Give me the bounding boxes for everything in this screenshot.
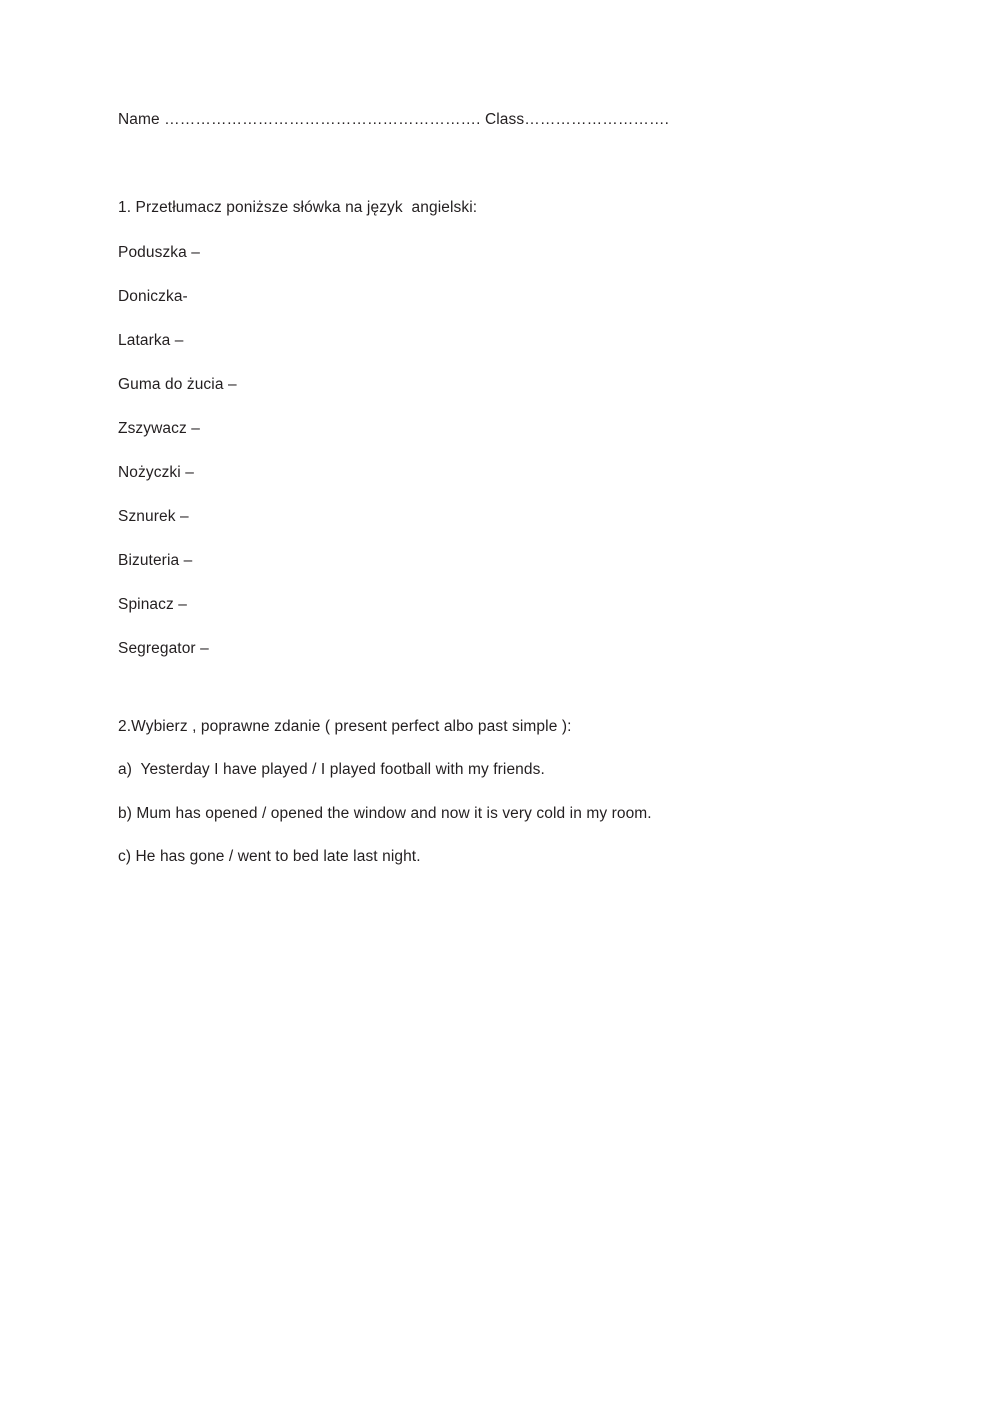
- exercise-2-item: b) Mum has opened / opened the window and now it is very cold in my room.: [118, 804, 652, 822]
- vocab-item: Guma do żucia –: [118, 376, 237, 393]
- spacer-between-exercises: [118, 657, 878, 719]
- vocab-item: Spinacz –: [118, 596, 187, 613]
- exercise-1-instruction: 1. Przetłumacz poniższe słówka na język angielski:: [118, 198, 478, 216]
- exercise-2-item: c) He has gone / went to bed late last night.: [118, 848, 421, 865]
- vocab-item: Doniczka-: [118, 288, 188, 305]
- exercise-2-instruction: 2.Wybierz , poprawne zdanie ( present perfect albo past simple ):: [118, 717, 572, 735]
- document-body: [118, 112, 878, 865]
- vocab-item: Nożyczki –: [118, 464, 194, 481]
- exercise-2-item: a) Yesterday I have played / I played football with my friends.: [118, 761, 545, 778]
- vocab-item: Poduszka –: [118, 244, 200, 261]
- vocab-item: Segregator –: [118, 640, 209, 657]
- vocab-item: Bizuteria –: [118, 552, 193, 569]
- vocab-item: Latarka –: [118, 332, 184, 349]
- vocab-item: Sznurek –: [118, 508, 189, 525]
- vocab-item: Zszywacz –: [118, 420, 200, 437]
- spacer-after-header: [118, 128, 878, 200]
- student-info-line: Name ……………………………………………………. Class……………………….: [118, 111, 670, 128]
